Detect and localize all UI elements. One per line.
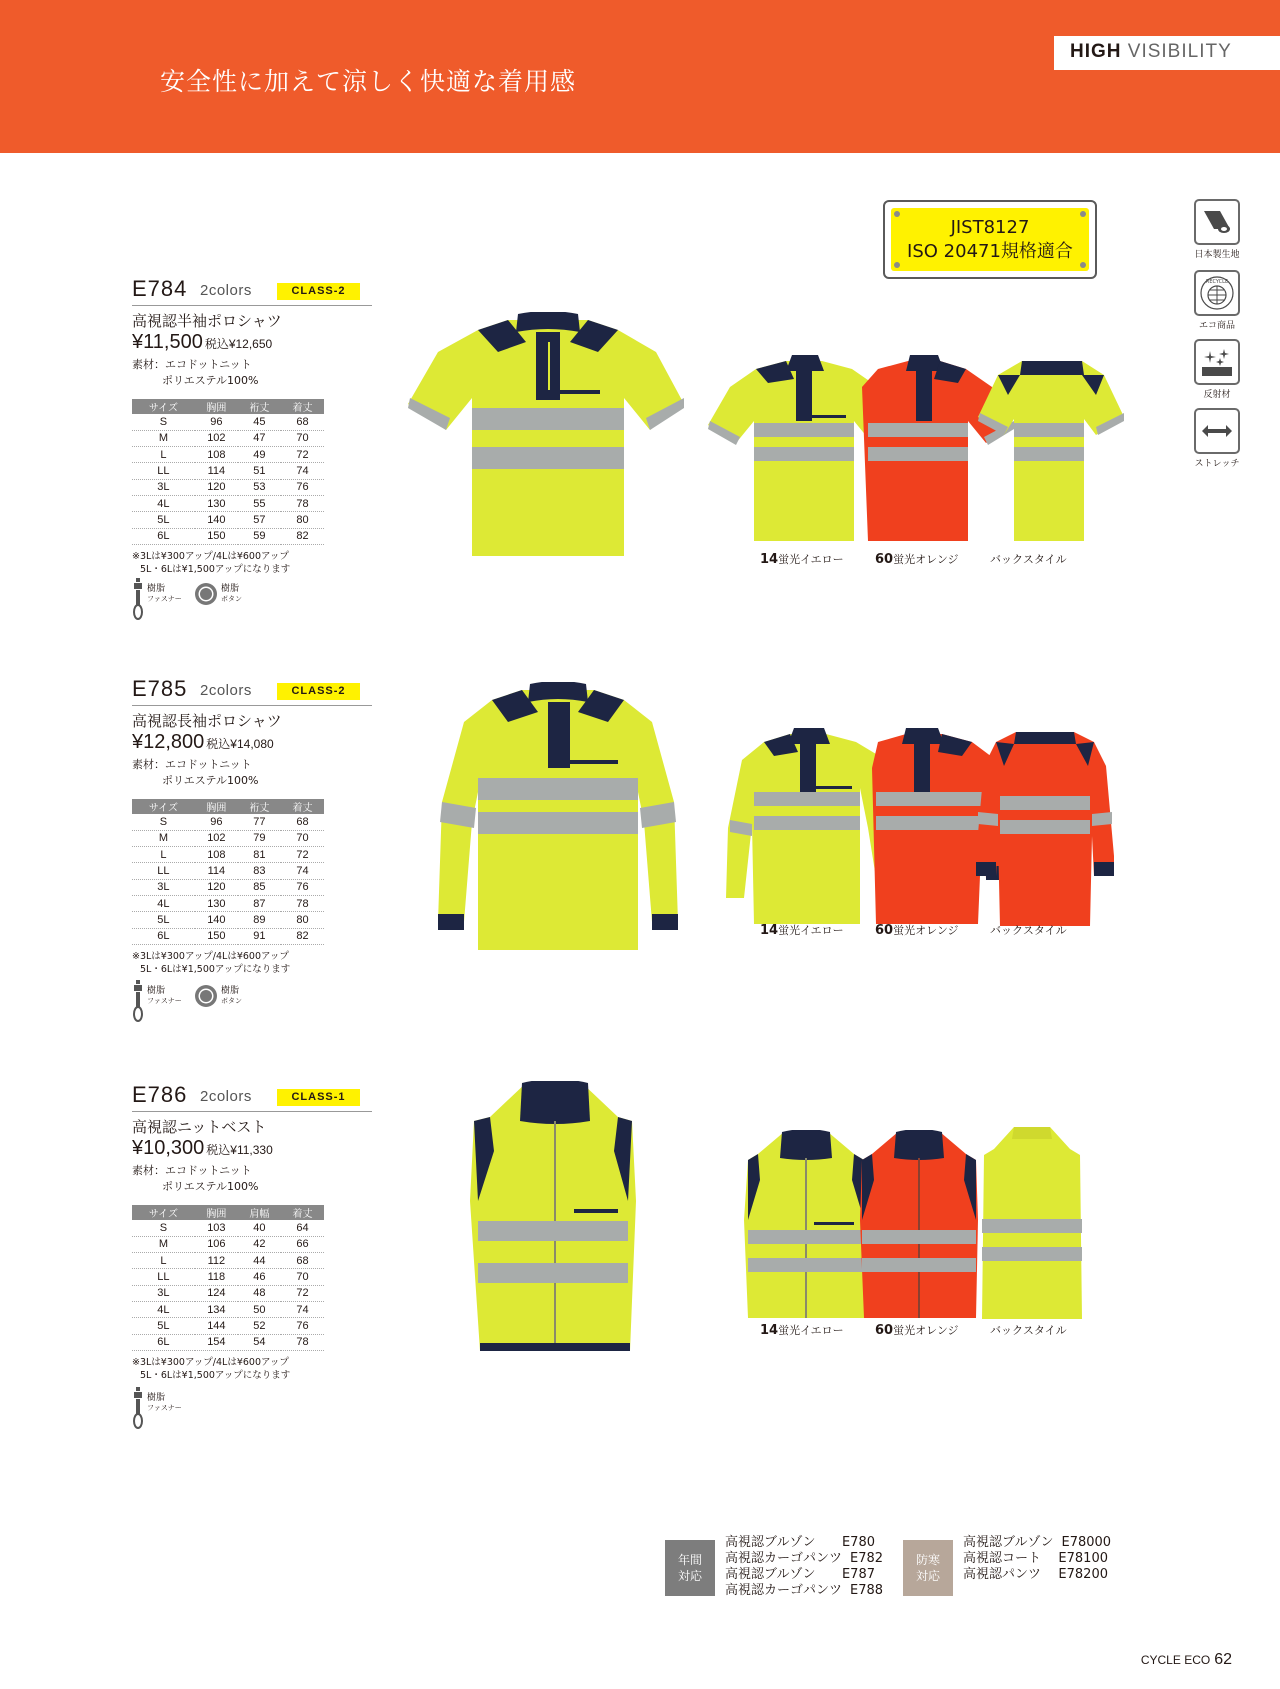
class-badge: CLASS-2 <box>277 283 360 300</box>
size-table: サイズ 胸囲 裄丈 着丈 S 96 45 68 M 102 47 70 L 108 49 72 LL 114 51 74 3L 120 53 76 4L 130 55 78 5L 140 57 80 6L 150 59 82 <box>132 399 324 545</box>
polo-longsleeve-main-image <box>438 682 678 952</box>
parts-e786 <box>132 1387 292 1431</box>
caption-back: バックスタイル <box>990 1324 1067 1337</box>
class-badge: CLASS-2 <box>277 683 360 700</box>
table-row: L 112 44 68 <box>132 1253 324 1269</box>
caption-yellow: 14蛍光イエロー <box>760 1323 844 1338</box>
table-row: LL 114 83 74 <box>132 863 324 879</box>
table-row: S 96 45 68 <box>132 414 324 430</box>
table-row: M 102 79 70 <box>132 830 324 846</box>
product-e786 <box>132 1082 372 1382</box>
caption-orange: 60蛍光オレンジ <box>875 923 959 938</box>
size-table: サイズ 胸囲 裄丈 着丈 S 96 77 68 M 102 79 70 L 108 81 72 LL 114 83 74 3L 120 85 76 4L 130 87 78 5L 140 89 80 6L 150 91 82 <box>132 799 324 945</box>
size-note: ※3Lは¥300アップ/4Lは¥600アップ 5L・6Lは¥1,500アップになります <box>132 550 291 575</box>
product-price: ¥10,300 税込¥11,330 <box>132 1137 273 1159</box>
caption-back: バックスタイル <box>990 924 1067 937</box>
table-row: L 108 49 72 <box>132 447 324 463</box>
size-table: サイズ 胸囲 肩幅 着丈 S 103 40 64 M 106 42 66 L 112 44 68 LL 118 46 70 3L 124 48 72 4L 134 50 74 5L 144 52 76 6L 154 54 78 <box>132 1205 324 1351</box>
svg-text:RECYCLE: RECYCLE <box>1205 279 1229 285</box>
material: 素材：エコドットニット ポリエステル100% <box>132 1164 259 1193</box>
list-item: 高視認カーゴパンツ E788 <box>725 1583 884 1598</box>
list-item: 高視認コート E78100 <box>963 1551 1108 1566</box>
table-row: 5L 144 52 76 <box>132 1318 324 1334</box>
polo-shortsleeve-back-image <box>978 355 1128 545</box>
parts-e784 <box>132 578 292 622</box>
table-row: 4L 130 87 78 <box>132 895 324 911</box>
table-row: M 106 42 66 <box>132 1236 324 1252</box>
zipper-icon <box>132 980 144 1022</box>
product-colors: 2colors <box>200 1088 252 1105</box>
product-name: 高視認半袖ポロシャツ <box>132 312 282 330</box>
page-folio: CYCLE ECO 62 <box>1140 1651 1232 1668</box>
material: 素材：エコドットニット ポリエステル100% <box>132 358 259 387</box>
list-item: 高視認ブルゾン E78000 <box>963 1535 1112 1550</box>
vest-back-image <box>980 1125 1084 1321</box>
caption-yellow: 14蛍光イエロー <box>760 552 844 567</box>
button-icon <box>194 582 218 606</box>
table-row: 6L 154 54 78 <box>132 1334 324 1350</box>
page-headline: 安全性に加えて涼しく快適な着用感 <box>160 67 577 96</box>
table-row: S 103 40 64 <box>132 1220 324 1236</box>
product-colors: 2colors <box>200 282 252 299</box>
reflective-icon <box>1200 345 1234 379</box>
recycle-globe-icon <box>1199 275 1235 311</box>
part-zipper: 樹脂 ファスナー <box>132 980 182 1022</box>
table-row: 3L 124 48 72 <box>132 1285 324 1301</box>
vest-orange-image <box>860 1130 980 1320</box>
class-badge: CLASS-1 <box>277 1089 360 1106</box>
product-name: 高視認長袖ポロシャツ <box>132 712 282 730</box>
size-note: ※3Lは¥300アップ/4Lは¥600アップ 5L・6Lは¥1,500アップになります <box>132 950 291 975</box>
part-zipper: 樹脂 ファスナー <box>132 1387 182 1429</box>
part-button: 樹脂 ボタン <box>194 578 242 606</box>
polo-shortsleeve-main-image <box>408 312 688 556</box>
button-icon <box>194 984 218 1008</box>
list-item: 高視認カーゴパンツ E782 <box>725 1551 884 1566</box>
material: 素材：エコドットニット ポリエステル100% <box>132 758 259 787</box>
product-price: ¥11,500 税込¥12,650 <box>132 331 273 353</box>
part-zipper: 樹脂 ファスナー <box>132 578 182 620</box>
standard-line-1: JIST8127 <box>950 216 1030 238</box>
related-winter-list <box>963 1535 1112 1583</box>
list-item: 高視認パンツ E78200 <box>963 1567 1108 1582</box>
table-row: M 102 47 70 <box>132 430 324 446</box>
product-e784 <box>132 276 372 576</box>
stretch-arrows-icon <box>1200 421 1234 441</box>
table-row: 3L 120 53 76 <box>132 479 324 495</box>
tag-winter: 防寒 対応 <box>903 1540 953 1596</box>
parts-e785 <box>132 980 292 1024</box>
table-row: 5L 140 89 80 <box>132 912 324 928</box>
table-row: 6L 150 59 82 <box>132 528 324 544</box>
size-note: ※3Lは¥300アップ/4Lは¥600アップ 5L・6Lは¥1,500アップになります <box>132 1356 291 1381</box>
table-row: 6L 150 91 82 <box>132 928 324 944</box>
table-row: 3L 120 85 76 <box>132 879 324 895</box>
caption-yellow: 14蛍光イエロー <box>760 923 844 938</box>
table-row: 4L 130 55 78 <box>132 495 324 511</box>
product-colors: 2colors <box>200 682 252 699</box>
product-code: E786 <box>132 1082 188 1107</box>
caption-orange: 60蛍光オレンジ <box>875 552 959 567</box>
part-button: 樹脂 ボタン <box>194 980 242 1008</box>
product-code: E784 <box>132 276 188 301</box>
list-item: 高視認ブルゾン E780 <box>725 1535 875 1550</box>
table-row: 4L 134 50 74 <box>132 1301 324 1317</box>
list-item: 高視認ブルゾン E787 <box>725 1567 875 1582</box>
feature-eco: RECYCLE エコ商品 <box>1194 270 1240 331</box>
feature-reflective: 反射材 <box>1194 339 1240 400</box>
zipper-icon <box>132 578 144 620</box>
product-code: E785 <box>132 676 188 701</box>
feature-stretch: ストレッチ <box>1194 408 1240 469</box>
vest-yellow-image <box>744 1130 868 1320</box>
tag-all-season: 年間 対応 <box>665 1540 715 1596</box>
category-label: HIGH VISIBILITY <box>1070 41 1232 62</box>
standard-line-2: ISO 20471規格適合 <box>907 240 1073 262</box>
product-price: ¥12,800 税込¥14,080 <box>132 731 274 753</box>
table-row: LL 114 51 74 <box>132 463 324 479</box>
vest-main-image <box>470 1081 640 1353</box>
polo-longsleeve-back-image <box>976 726 1116 931</box>
caption-orange: 60蛍光オレンジ <box>875 1323 959 1338</box>
product-e785 <box>132 676 372 976</box>
related-all-season-list <box>725 1535 884 1599</box>
fabric-roll-icon <box>1200 207 1234 237</box>
product-name: 高視認ニットベスト <box>132 1118 267 1136</box>
zipper-icon <box>132 1387 144 1429</box>
table-row: 5L 140 57 80 <box>132 512 324 528</box>
table-row: LL 118 46 70 <box>132 1269 324 1285</box>
standard-badge <box>883 200 1097 279</box>
table-row: S 96 77 68 <box>132 814 324 830</box>
feature-japan-fabric: 日本製生地 <box>1194 199 1240 260</box>
caption-back: バックスタイル <box>990 553 1067 566</box>
table-row: L 108 81 72 <box>132 847 324 863</box>
